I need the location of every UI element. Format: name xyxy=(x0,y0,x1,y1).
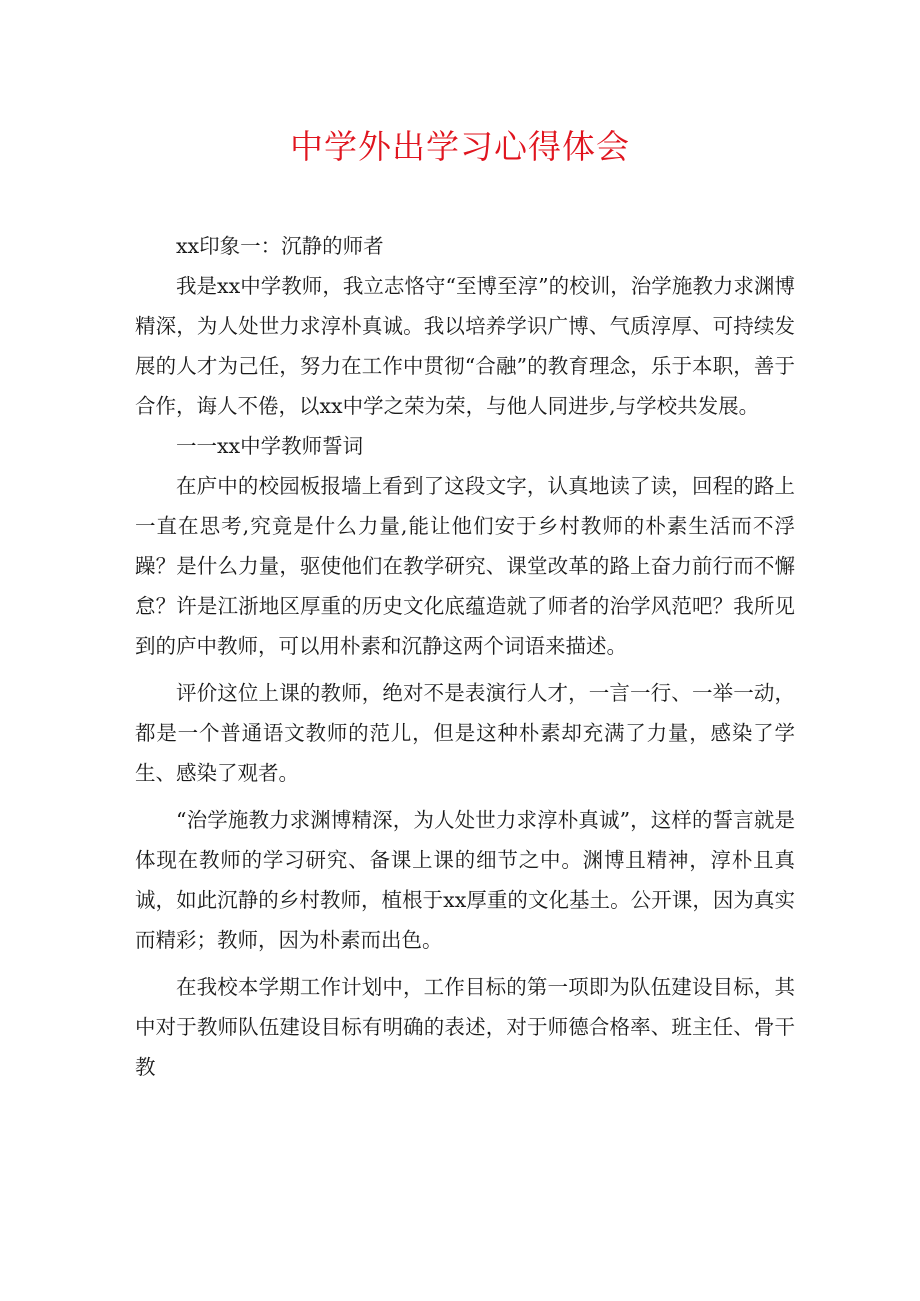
paragraph-reflection: 在庐中的校园板报墙上看到了这段文字，认真地读了读，回程的路上一直在思考,究竟是什么力量,能让他们安于乡村教师的朴素生活而不浮躁？是什么力量，驱使他们在教学研究、课堂改革的路上奋力前行而不懈怠？许是江浙地区厚重的历史文化底蕴造就了师者的治学风范吧？我所见到的庐中教师，可以用朴素和沉静这两个词语来描述。 xyxy=(135,474,795,658)
paragraph-heading-impression: xx印象一：沉静的师者 xyxy=(176,234,384,258)
paragraph-work-plan: 在我校本学期工作计划中，工作目标的第一项即为队伍建设目标，其中对于教师队伍建设目标有明确的表述，对于师德合格率、班主任、骨干教 xyxy=(135,975,795,1079)
paragraph-pledge-source: 一一xx中学教师誓词 xyxy=(176,434,364,458)
paragraph-pledge: 我是xx中学教师，我立志恪守“至博至淳”的校训，治学施教力求渊博精深，为人处世力求淳朴真诚。我以培养学识广博、气质淳厚、可持续发展的人才为己任，努力在工作中贯彻“合融”的教育理念，乐于本职，善于合作，诲人不倦，以xx中学之荣为荣，与他人同进步,与学校共发展。 xyxy=(135,274,795,418)
document-title: 中学外出学习心得体会 xyxy=(290,127,630,166)
paragraph-evaluation: 评价这位上课的教师，绝对不是表演行人才，一言一行、一举一动，都是一个普通语文教师的范儿，但是这种朴素却充满了力量，感染了学生、感染了观者。 xyxy=(135,681,795,785)
document-body xyxy=(135,226,795,1094)
paragraph-oath: “治学施教力求渊博精深，为人处世力求淳朴真诚”，这样的誓言就是体现在教师的学习研究、备课上课的细节之中。渊博且精神，淳朴且真诚，如此沉静的乡村教师，植根于xx厚重的文化基土。公开课，因为真实而精彩；教师，因为朴素而出色。 xyxy=(135,808,795,952)
